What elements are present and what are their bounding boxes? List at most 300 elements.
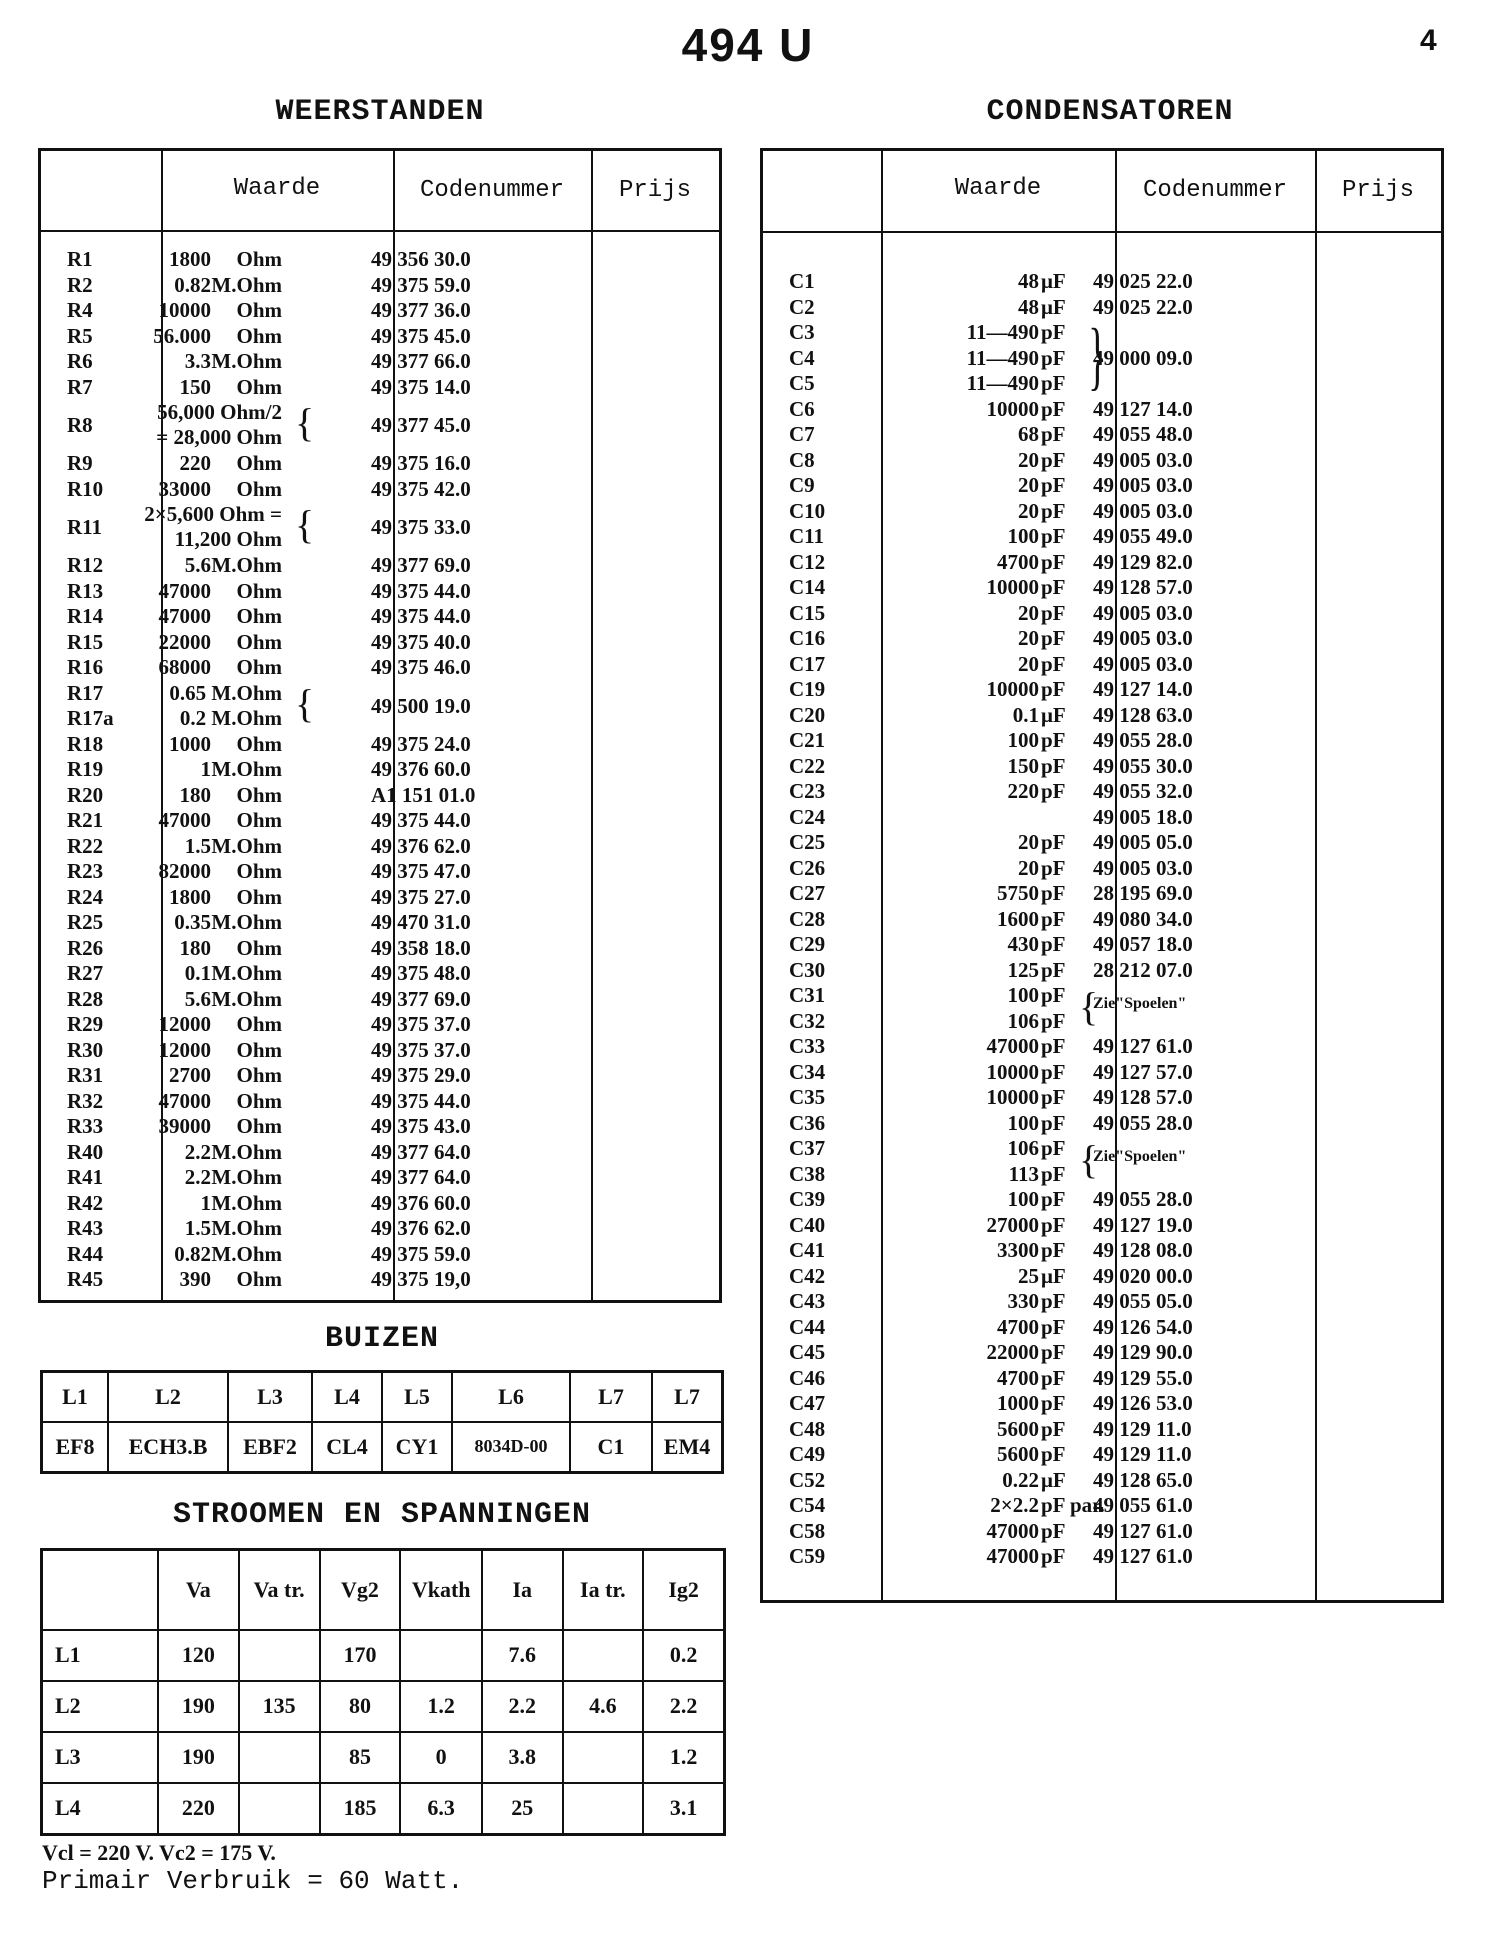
capacitor-code: 28 212 07.0	[1093, 957, 1193, 982]
capacitor-row	[789, 269, 1319, 295]
capacitor-row	[789, 958, 1319, 984]
capacitor-row	[789, 881, 1319, 907]
capacitor-unit: pF	[1041, 881, 1066, 905]
capacitor-code: 49 055 49.0	[1093, 524, 1193, 548]
capacitor-value: 10000	[986, 396, 1039, 421]
capacitor-value: 10000	[986, 575, 1039, 599]
resistor-value: 39000	[158, 1114, 211, 1138]
capacitor-code: 49 055 48.0	[1093, 422, 1193, 446]
stroomen-row	[42, 1732, 725, 1783]
resistor-row	[67, 1191, 597, 1217]
header-divider	[763, 231, 1441, 233]
capacitor-value: 100	[1007, 1110, 1039, 1135]
tube-type: EBF2	[228, 1422, 312, 1473]
resistor-id: R30	[67, 1037, 104, 1062]
resistor-value: 11,200 Ohm	[174, 527, 282, 551]
stroomen-cell: 4.6	[563, 1681, 644, 1732]
capacitor-value: 20	[1018, 498, 1039, 523]
resistor-unit: M.Ohm	[211, 1165, 282, 1189]
resistor-unit: Ohm	[236, 655, 282, 679]
capacitor-id: C16	[789, 626, 826, 650]
weerstanden-rows	[67, 247, 597, 1293]
resistor-row	[67, 1012, 597, 1038]
tube-label: L5	[382, 1372, 452, 1422]
resistor-unit: Ohm	[236, 859, 282, 883]
resistor-row	[67, 1114, 597, 1140]
resistor-value: 12000	[158, 1012, 211, 1036]
stroomen-cell: 6.3	[400, 1783, 481, 1835]
resistor-row	[67, 477, 597, 503]
capacitor-row	[789, 473, 1319, 499]
resistor-value: 2×5,600 Ohm =	[144, 502, 282, 526]
resistor-row	[67, 783, 597, 809]
capacitor-row	[789, 1238, 1319, 1264]
capacitor-value: 3300	[997, 1238, 1039, 1262]
capacitor-row	[789, 1289, 1319, 1315]
resistor-value: 1	[200, 1190, 211, 1215]
capacitor-id: C8	[789, 447, 815, 472]
capacitor-unit: pF	[1041, 957, 1066, 982]
resistor-value: 1.5	[184, 1216, 211, 1240]
capacitor-id: C3	[789, 320, 815, 344]
stroomen-cell: 190	[158, 1732, 239, 1783]
capacitor-id: C14	[789, 575, 826, 599]
capacitor-code: 49 005 03.0	[1093, 498, 1193, 523]
tube-label: L3	[42, 1732, 158, 1783]
resistor-code: 49 375 59.0	[371, 1241, 471, 1266]
condensatoren-rows	[789, 269, 1319, 1570]
resistor-code: 49 470 31.0	[371, 910, 471, 934]
capacitor-id: C42	[789, 1263, 826, 1288]
capacitor-id: C30	[789, 957, 826, 982]
resistor-row	[67, 1063, 597, 1089]
resistor-unit: M.Ohm	[211, 1139, 282, 1164]
capacitor-id: C27	[789, 881, 826, 905]
resistor-id: R21	[67, 808, 104, 832]
header-divider	[41, 230, 719, 232]
resistor-row	[67, 1216, 597, 1242]
capacitor-code: 49 005 05.0	[1093, 830, 1193, 854]
capacitor-code: 49 005 03.0	[1093, 626, 1193, 650]
resistor-code: 49 375 37.0	[371, 1012, 471, 1036]
capacitor-code: 49 025 22.0	[1093, 269, 1193, 293]
resistor-value: 47000	[158, 578, 211, 603]
resistor-id: R41	[67, 1165, 104, 1189]
capacitor-unit: pF	[1041, 1289, 1066, 1313]
capacitor-unit: pF	[1041, 1442, 1066, 1466]
capacitor-unit: pF	[1041, 1340, 1066, 1364]
capacitor-row	[789, 1519, 1319, 1545]
buizen-table	[40, 1370, 724, 1474]
capacitor-unit: pF	[1041, 447, 1066, 472]
capacitor-unit: pF	[1041, 983, 1066, 1007]
resistor-unit: M.Ohm	[211, 910, 282, 934]
resistor-unit: Ohm	[236, 884, 282, 909]
capacitor-row	[789, 1213, 1319, 1239]
capacitor-value: 5750	[997, 881, 1039, 905]
capacitor-value: 4700	[997, 549, 1039, 574]
stroomen-header-cell	[42, 1550, 158, 1630]
capacitor-row	[789, 1187, 1319, 1213]
buizen-title: BUIZEN	[324, 1322, 440, 1356]
capacitor-row	[789, 703, 1319, 729]
capacitor-unit: pF	[1041, 1008, 1066, 1033]
capacitor-row	[789, 1136, 1319, 1162]
capacitor-row	[789, 499, 1319, 525]
capacitor-id: C40	[789, 1212, 826, 1237]
resistor-code: 49 375 29.0	[371, 1063, 471, 1087]
stroomen-cell: 0.2	[643, 1630, 724, 1681]
stroomen-row	[42, 1783, 725, 1835]
resistor-id: R22	[67, 833, 104, 858]
resistor-value: 0.82	[174, 272, 211, 297]
capacitor-unit: pF	[1041, 1365, 1066, 1390]
capacitor-code: 49 055 61.0	[1093, 1493, 1193, 1517]
resistor-unit: Ohm	[236, 1063, 282, 1087]
capacitor-code: 49 005 03.0	[1093, 855, 1193, 880]
resistor-value: 0.35	[174, 910, 211, 934]
header-codenummer: Codenummer	[1142, 177, 1288, 204]
resistor-row	[67, 910, 597, 936]
capacitor-unit: pF	[1041, 906, 1066, 931]
capacitor-unit: μF	[1041, 1263, 1066, 1288]
resistor-value: 1.5	[184, 833, 211, 858]
capacitor-unit: pF	[1041, 728, 1066, 752]
resistor-id: R11	[67, 515, 103, 539]
capacitor-row	[789, 1034, 1319, 1060]
resistor-unit: Ohm	[236, 374, 282, 399]
capacitor-unit: pF	[1041, 396, 1066, 421]
resistor-code: 49 375 37.0	[371, 1037, 471, 1062]
resistor-unit: Ohm	[236, 578, 282, 603]
capacitor-value: 10000	[986, 1059, 1039, 1084]
capacitor-value: 48	[1018, 294, 1039, 319]
capacitor-code: 49 127 19.0	[1093, 1212, 1193, 1237]
capacitor-row	[789, 830, 1319, 856]
resistor-row	[67, 324, 597, 350]
resistor-row	[67, 808, 597, 834]
resistor-id: R19	[67, 757, 104, 781]
resistor-unit: M.Ohm	[211, 1216, 282, 1240]
stroomen-cell: 190	[158, 1681, 239, 1732]
capacitor-id: C17	[789, 651, 826, 676]
resistor-code: 49 376 60.0	[371, 757, 471, 781]
resistor-code: 49 375 33.0	[371, 515, 471, 539]
capacitor-value: 20	[1018, 830, 1039, 854]
resistor-unit: M.Ohm	[211, 961, 282, 985]
resistor-id: R18	[67, 731, 104, 756]
resistor-code: 49 375 24.0	[371, 731, 471, 756]
capacitor-id: C6	[789, 396, 815, 421]
capacitor-code: 49 128 57.0	[1093, 575, 1193, 599]
capacitor-value: 4700	[997, 1365, 1039, 1390]
capacitor-row	[789, 1085, 1319, 1111]
resistor-code: 49 375 27.0	[371, 884, 471, 909]
stroomen-cell	[239, 1630, 320, 1681]
resistor-row	[67, 451, 597, 477]
resistor-id: R15	[67, 629, 104, 654]
capacitor-id: C59	[789, 1544, 826, 1568]
stroomen-cell: 1.2	[643, 1732, 724, 1783]
capacitor-id: C7	[789, 422, 815, 446]
capacitor-code: 49 127 14.0	[1093, 396, 1193, 421]
resistor-id: R16	[67, 655, 104, 679]
capacitor-value: 20	[1018, 473, 1039, 497]
tube-type: CY1	[382, 1422, 452, 1473]
footnote-voltages: Vcl = 220 V. Vc2 = 175 V.	[42, 1840, 276, 1865]
capacitor-unit: pF	[1041, 524, 1066, 548]
resistor-row	[67, 604, 597, 630]
resistor-code: 49 377 66.0	[371, 349, 471, 373]
resistor-code: 49 358 18.0	[371, 935, 471, 960]
capacitor-value: 11—490	[966, 320, 1039, 344]
brace-icon: {	[295, 400, 315, 445]
resistor-id: R10	[67, 476, 104, 501]
resistor-code: A1 151 01.0	[371, 782, 476, 807]
resistor-id: R8	[67, 413, 93, 437]
capacitor-value: 10000	[986, 677, 1039, 701]
stroomen-header-cell: Ia	[482, 1550, 563, 1630]
capacitor-row	[789, 397, 1319, 423]
capacitor-id: C36	[789, 1110, 826, 1135]
resistor-row	[67, 349, 597, 375]
capacitor-id: C9	[789, 473, 815, 497]
resistor-value: 10000	[158, 298, 211, 322]
capacitor-id: C32	[789, 1008, 826, 1033]
capacitor-unit: pF	[1041, 473, 1066, 497]
resistor-id: R1	[67, 247, 93, 271]
capacitor-code: 49 057 18.0	[1093, 932, 1193, 956]
resistor-row	[67, 1267, 597, 1293]
resistor-value: = 28,000 Ohm	[156, 425, 282, 449]
resistor-id: R12	[67, 553, 104, 577]
capacitor-id: C2	[789, 294, 815, 319]
resistor-value: 82000	[158, 859, 211, 883]
resistor-unit: Ohm	[236, 1012, 282, 1036]
footnote-consumption: Primair Verbruik = 60 Watt.	[42, 1866, 464, 1896]
capacitor-unit: pF	[1041, 549, 1066, 574]
capacitor-value: 1600	[997, 906, 1039, 931]
capacitor-unit: μF	[1041, 702, 1066, 727]
capacitor-id: C25	[789, 830, 826, 854]
brace-icon: {	[295, 502, 315, 547]
capacitor-unit: pF	[1041, 575, 1066, 599]
capacitor-value: 4700	[997, 1314, 1039, 1339]
capacitor-id: C28	[789, 906, 826, 931]
resistor-value: 56,000 Ohm/2	[157, 400, 282, 424]
resistor-id: R20	[67, 782, 104, 807]
capacitor-row	[789, 1162, 1319, 1188]
capacitor-unit: pF	[1041, 626, 1066, 650]
capacitor-unit: pF	[1041, 855, 1066, 880]
capacitor-unit: pF	[1041, 1110, 1066, 1135]
resistor-value: 5.6	[184, 553, 211, 577]
resistor-unit: M.Ohm	[211, 553, 282, 577]
resistor-id: R2	[67, 272, 93, 297]
capacitor-code: 49 127 61.0	[1093, 1034, 1193, 1058]
resistor-unit: M.Ohm	[211, 1190, 282, 1215]
capacitor-id: C35	[789, 1085, 826, 1109]
resistor-unit: Ohm	[236, 604, 282, 628]
capacitor-unit: μF	[1041, 1467, 1066, 1492]
resistor-row	[67, 273, 597, 299]
capacitor-id: C46	[789, 1365, 826, 1390]
stroomen-cell: 135	[239, 1681, 320, 1732]
capacitor-row	[789, 1264, 1319, 1290]
resistor-code: 49 377 69.0	[371, 553, 471, 577]
tube-type: EF8	[42, 1422, 109, 1473]
resistor-row	[67, 1165, 597, 1191]
capacitor-id: C29	[789, 932, 826, 956]
resistor-unit: Ohm	[236, 731, 282, 756]
capacitor-row	[789, 728, 1319, 754]
stroomen-header-cell: Vg2	[320, 1550, 401, 1630]
tube-type: CL4	[312, 1422, 382, 1473]
capacitor-value: 10000	[986, 1085, 1039, 1109]
capacitor-row	[789, 371, 1319, 397]
capacitor-id: C58	[789, 1518, 826, 1543]
stroomen-cell	[239, 1732, 320, 1783]
capacitor-id: C49	[789, 1442, 826, 1466]
stroomen-cell	[239, 1783, 320, 1835]
capacitor-unit: pF	[1041, 1136, 1066, 1160]
resistor-value: 0.65 M.Ohm	[169, 680, 282, 705]
capacitor-row	[789, 779, 1319, 805]
resistor-row	[67, 859, 597, 885]
tube-type: 8034D-00	[452, 1422, 570, 1473]
capacitor-value: 100	[1007, 524, 1039, 548]
resistor-value: 0.82	[174, 1241, 211, 1266]
resistor-row	[67, 502, 597, 553]
capacitor-code: 49 055 28.0	[1093, 1187, 1193, 1211]
resistor-id: R42	[67, 1190, 104, 1215]
capacitor-row	[789, 550, 1319, 576]
resistor-value: 1800	[169, 884, 211, 909]
resistor-id: R5	[67, 323, 93, 348]
capacitor-code: 49 005 03.0	[1093, 651, 1193, 676]
capacitor-code: 49 127 57.0	[1093, 1059, 1193, 1084]
capacitor-code: 49 055 30.0	[1093, 753, 1193, 778]
resistor-id: R45	[67, 1267, 104, 1291]
capacitor-row	[789, 1060, 1319, 1086]
resistor-value: 220	[179, 451, 211, 475]
header-codenummer: Codenummer	[419, 177, 565, 204]
capacitor-row	[789, 1315, 1319, 1341]
resistor-row	[67, 579, 597, 605]
stroomen-cell: 2.2	[482, 1681, 563, 1732]
stroomen-row	[42, 1681, 725, 1732]
capacitor-row	[789, 448, 1319, 474]
capacitor-id: C23	[789, 779, 826, 803]
capacitor-unit: pF	[1041, 753, 1066, 778]
stroomen-header-cell: Ig2	[643, 1550, 724, 1630]
capacitor-id: C20	[789, 702, 826, 727]
tube-label: L7	[652, 1372, 723, 1422]
capacitor-unit: pF	[1041, 1544, 1066, 1568]
resistor-unit: Ohm	[236, 476, 282, 501]
document-title: 494 U	[681, 19, 815, 71]
resistor-row	[67, 630, 597, 656]
resistor-unit: Ohm	[236, 1114, 282, 1138]
capacitor-value: 100	[1007, 983, 1039, 1007]
capacitor-unit: pF	[1041, 651, 1066, 676]
resistor-id: R31	[67, 1063, 104, 1087]
capacitor-unit: pF	[1041, 1034, 1066, 1058]
capacitor-id: C5	[789, 371, 815, 395]
capacitor-value: 22000	[986, 1340, 1039, 1364]
capacitor-row	[789, 524, 1319, 550]
tube-label: L4	[312, 1372, 382, 1422]
capacitor-row	[789, 1009, 1319, 1035]
capacitor-value: 0.1	[1012, 702, 1039, 727]
resistor-unit: Ohm	[236, 629, 282, 654]
resistor-unit: Ohm	[236, 451, 282, 475]
capacitor-id: C11	[789, 524, 825, 548]
capacitor-row	[789, 1417, 1319, 1443]
capacitor-unit: pF	[1041, 830, 1066, 854]
capacitor-value: 220	[1007, 779, 1039, 803]
resistor-value: 390	[179, 1267, 211, 1291]
resistor-code: 49 376 60.0	[371, 1190, 471, 1215]
resistor-code: 49 375 44.0	[371, 578, 471, 603]
capacitor-unit: μF	[1041, 294, 1066, 319]
resistor-unit: Ohm	[236, 1037, 282, 1062]
capacitor-code: 49 000 09.0	[1093, 345, 1193, 370]
tube-label: L6	[452, 1372, 570, 1422]
capacitor-value: 125	[1007, 957, 1039, 982]
stroomen-cell: 3.8	[482, 1732, 563, 1783]
stroomen-cell: 0	[400, 1732, 481, 1783]
resistor-code: 49 375 44.0	[371, 808, 471, 832]
capacitor-id: C24	[789, 804, 826, 829]
capacitor-code: 49 005 03.0	[1093, 600, 1193, 625]
capacitor-row	[789, 1340, 1319, 1366]
brace-icon: {	[295, 680, 315, 726]
resistor-value: 0.2 M.Ohm	[179, 705, 282, 730]
capacitor-unit: pF	[1041, 1238, 1066, 1262]
capacitor-unit: pF	[1041, 1212, 1066, 1237]
capacitor-unit: pF	[1041, 345, 1066, 370]
resistor-code: 49 375 43.0	[371, 1114, 471, 1138]
resistor-value: 47000	[158, 604, 211, 628]
resistor-id: R32	[67, 1088, 104, 1113]
resistor-id: R14	[67, 604, 104, 628]
resistor-id: R40	[67, 1139, 104, 1164]
resistor-code: 49 375 44.0	[371, 1088, 471, 1113]
capacitor-code: 49 055 28.0	[1093, 1110, 1193, 1135]
capacitor-value: 100	[1007, 728, 1039, 752]
resistor-code: 49 376 62.0	[371, 1216, 471, 1240]
capacitor-code: 49 128 65.0	[1093, 1467, 1193, 1492]
capacitor-id: C33	[789, 1034, 826, 1058]
resistor-value: 12000	[158, 1037, 211, 1062]
capacitor-row	[789, 856, 1319, 882]
resistor-row	[67, 757, 597, 783]
capacitor-value: 100	[1007, 1187, 1039, 1211]
capacitor-row	[789, 575, 1319, 601]
capacitor-row	[789, 907, 1319, 933]
capacitor-unit: pF	[1041, 371, 1066, 395]
resistor-value: 0.1	[184, 961, 211, 985]
resistor-row	[67, 247, 597, 273]
header-prijs: Prijs	[618, 177, 691, 204]
resistor-code: 49 377 36.0	[371, 298, 471, 322]
capacitor-value: 430	[1007, 932, 1039, 956]
resistor-code: 49 375 45.0	[371, 323, 471, 348]
stroomen-header-row	[42, 1550, 725, 1630]
stroomen-cell: 220	[158, 1783, 239, 1835]
resistor-row	[67, 987, 597, 1013]
